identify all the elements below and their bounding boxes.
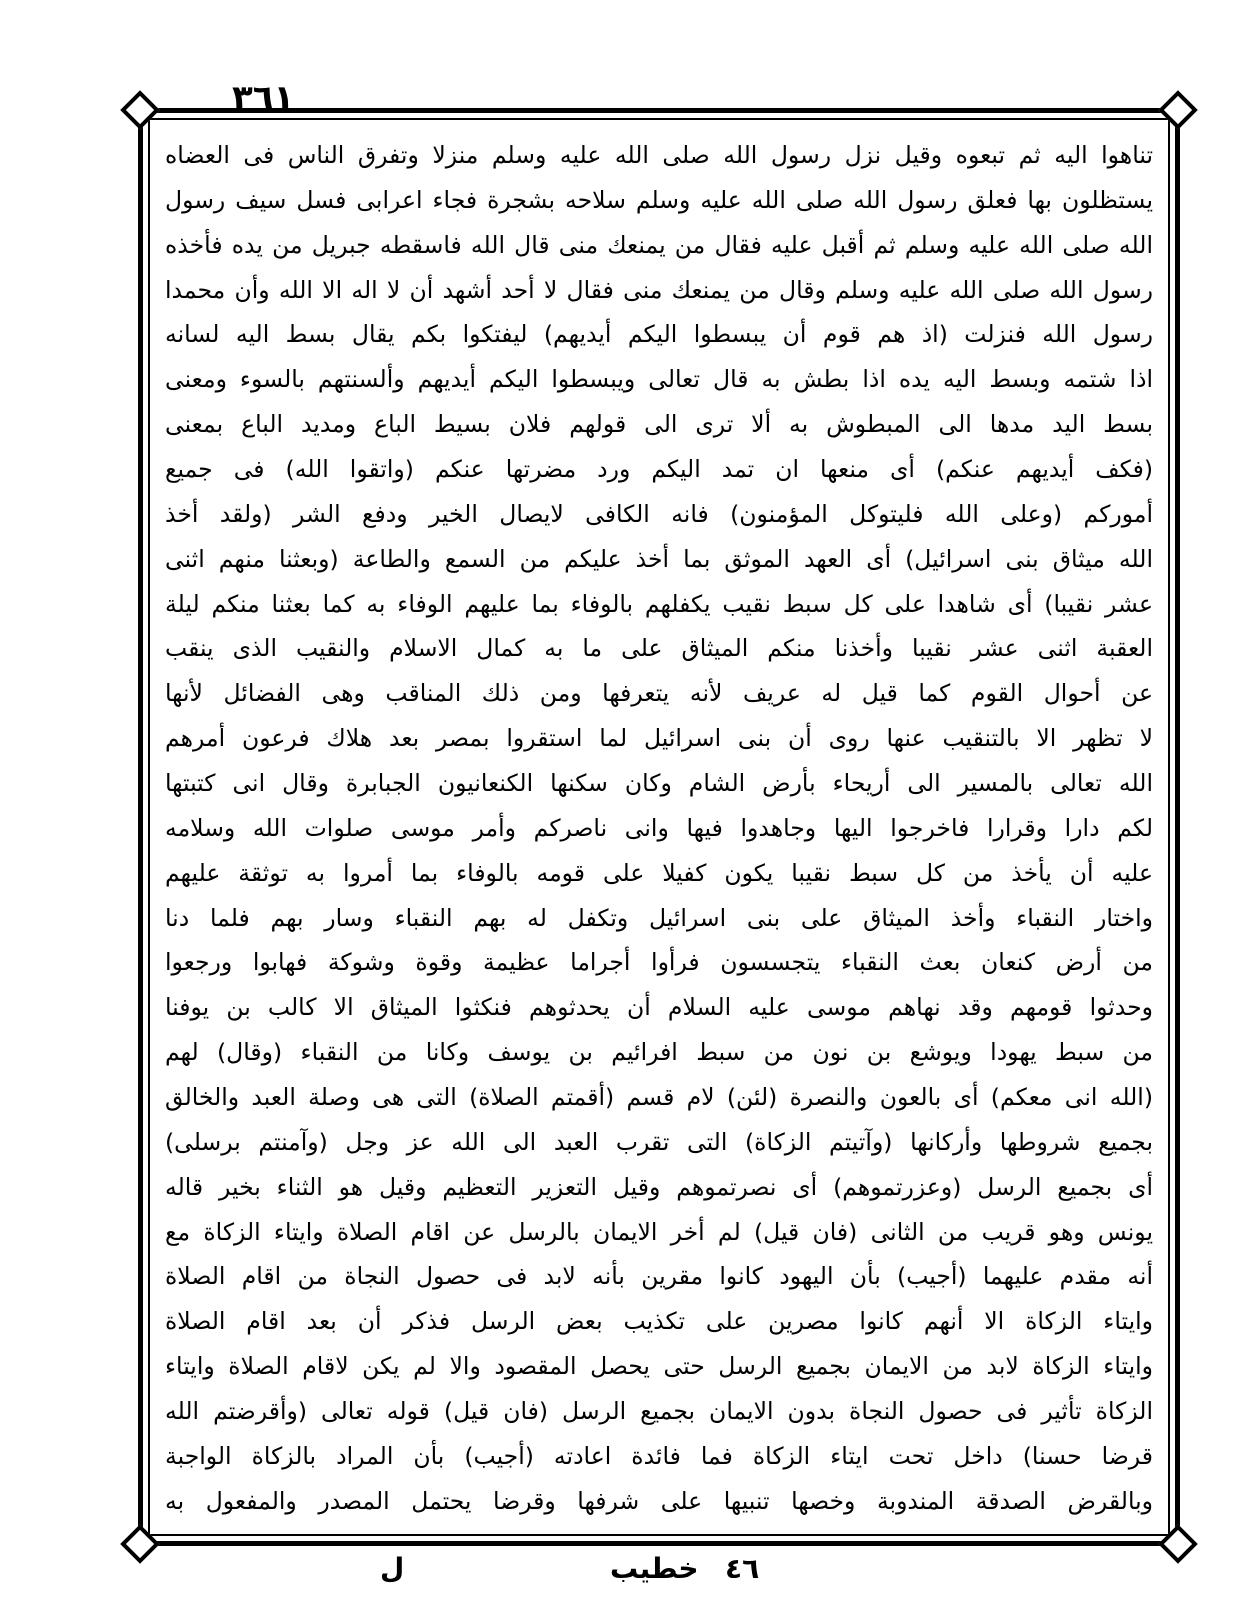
text-line: بجميع شروطها وأركانها (وآتيتم الزكاة) التى تقرب العبد الى الله عز وجل (وآمنتم برسلى) xyxy=(165,1127,1153,1156)
text-line: الزكاة تأثير فى حصول النجاة بدون الايمان بجميع الرسل (فان قيل) قوله تعالى (وأقرضتم الله xyxy=(165,1397,1153,1426)
text-line: بسط اليد مدها الى المبطوش به ألا ترى الى قولهم فلان بسيط الباع ومديد الباع بمعنى xyxy=(165,410,1153,439)
text-line: وحدثوا قومهم وقد نهاهم موسى عليه السلام أن يحدثوهم فنكثوا الميثاق الا كالب بن يوفنا xyxy=(165,993,1153,1022)
text-line: الله تعالى بالمسير الى أريحاء بأرض الشام وكان سكنها الكنعانيون الجبابرة وقال انى كتبتها xyxy=(165,769,1153,798)
frame-corner-ornament xyxy=(120,1524,160,1564)
page-footer xyxy=(380,1552,840,1592)
text-line: يستظلون بها فعلق رسول الله صلى الله عليه وسلم سلاحه بشجرة فجاء اعرابى فسل سيف رسول xyxy=(165,185,1153,214)
text-line: (فكف أيديهم عنكم) أى منعها ان تمد اليكم ورد مضرتها عنكم (واتقوا الله) فى جميع xyxy=(165,455,1153,484)
frame-corner-ornament xyxy=(120,90,160,130)
text-line: تناهوا اليه ثم تبعوه وقيل نزل رسول الله صلى الله عليه وسلم منزلا وتفرق الناس فى العضاه xyxy=(165,141,1153,169)
text-line: وايتاء الزكاة لابد من الايمان بجميع الرسل حتى يحصل المقصود والا لم يكن لاقام الصلاة وايتاء xyxy=(165,1352,1153,1381)
frame-corner-ornament xyxy=(1158,1524,1198,1564)
frame-corner-ornament xyxy=(1158,90,1198,130)
text-line: أنه مقدم عليهما (أجيب) بأن اليهود كانوا مقرين بأنه لابد فى حصول النجاة من اقام الصلاة xyxy=(165,1262,1153,1291)
text-line: أموركم (وعلى الله فليتوكل المؤمنون) فانه الكافى لايصال الخير ودفع الشر (ولقد أخذ xyxy=(165,499,1153,528)
text-line: لا تظهر الا بالتنقيب عنها روى أن بنى اسرائيل لما استقروا بمصر بعد هلاك فرعون أمرهم xyxy=(165,724,1153,753)
text-line: رسول الله صلى الله عليه وسلم وقال من يمنعك منى فقال لا أحد أشهد أن لا اله الا الله وأن محمدا xyxy=(165,275,1153,304)
text-line: عن أحوال القوم كما قيل له عريف لأنه يتعرفها ومن ذلك المناقب وهى الفضائل لأنها xyxy=(165,679,1153,708)
text-line: اذا شتمه وبسط اليه يده اذا بطش به قال تعالى ويبسطوا اليكم أيديهم وألسنتهم بالسوء ومعنى xyxy=(165,365,1153,394)
text-line: لكم دارا وقرارا فاخرجوا اليها وجاهدوا فيها وانى ناصركم وأمر موسى صلوات الله وسلامه xyxy=(165,813,1153,842)
body-text xyxy=(165,135,1153,1521)
text-line: رسول الله فنزلت (اذ هم قوم أن يبسطوا اليكم أيديهم) ليفتكوا بكم يقال بسط اليه لسانه xyxy=(165,320,1153,349)
text-line: العقبة اثنى عشر نقيبا وأخذنا منكم الميثاق على ما به كمال الاسلام والنقيب الذى ينقب xyxy=(165,634,1153,663)
text-line: وبالقرض الصدقة المندوبة وخصها تنبيها على شرفها وقرضا يحتمل المصدر والمفعول به xyxy=(165,1486,1153,1515)
text-line: الله ميثاق بنى اسرائيل) أى العهد الموثق بما أخذ عليكم من السمع والطاعة (وبعثنا منهم اثنى xyxy=(165,544,1153,573)
footer-signature-number: ٤٦ xyxy=(725,1552,760,1585)
text-line: الله صلى الله عليه وسلم ثم أقبل عليه فقال من يمنعك منى قال الله فاسقطه جبريل من يده فأخذه xyxy=(165,230,1153,259)
text-line: واختار النقباء وأخذ الميثاق على بنى اسرائيل وتكفل له بهم النقباء وسار بهم فلما دنا xyxy=(165,903,1153,932)
text-line: من أرض كنعان بعث النقباء يتجسسون فرأوا أجراما عظيمة وقوة وشوكة فهابوا ورجعوا xyxy=(165,948,1153,977)
text-line: أى بجميع الرسل (وعزرتموهم) أى نصرتموهم وقيل التعزير التعظيم وقيل هو الثناء بخير قاله xyxy=(165,1172,1153,1201)
text-line: عليه أن يأخذ من كل سبط نقيبا يكون كفيلا على قومه بالوفاء بما أمروا به توثقة عليهم xyxy=(165,858,1153,887)
text-line: من سبط يهودا ويوشع بن نون من سبط افرائيم بن يوسف وكانا من النقباء (وقال) لهم xyxy=(165,1038,1153,1067)
footer-book-title: خطيب xyxy=(610,1552,699,1585)
footer-signature-letter: ل xyxy=(380,1552,405,1585)
text-line: عشر نقيبا) أى شاهدا على كل سبط نقيب يكفلهم بالوفاء بما عليهم الوفاء به كما بعثنا منكم ليلة xyxy=(165,589,1153,618)
page-frame xyxy=(138,108,1180,1546)
text-line: يونس وهو قريب من الثانى (فان قيل) لم أخر الايمان بالرسل عن اقام الصلاة وايتاء الزكاة مع xyxy=(165,1217,1153,1246)
page-number: ٣٦١ xyxy=(232,78,295,118)
text-line: وايتاء الزكاة الا أنهم كانوا مصرين على تكذيب بعض الرسل فذكر أن بعد اقام الصلاة xyxy=(165,1307,1153,1336)
text-line: قرضا حسنا) داخل تحت ايتاء الزكاة فما فائدة اعادته (أجيب) بأن المراد بالزكاة الواجبة xyxy=(165,1441,1153,1470)
text-line: (الله انى معكم) أى بالعون والنصرة (لئن) لام قسم (أقمتم الصلاة) التى هى وصلة العبد والخالق xyxy=(165,1083,1153,1112)
